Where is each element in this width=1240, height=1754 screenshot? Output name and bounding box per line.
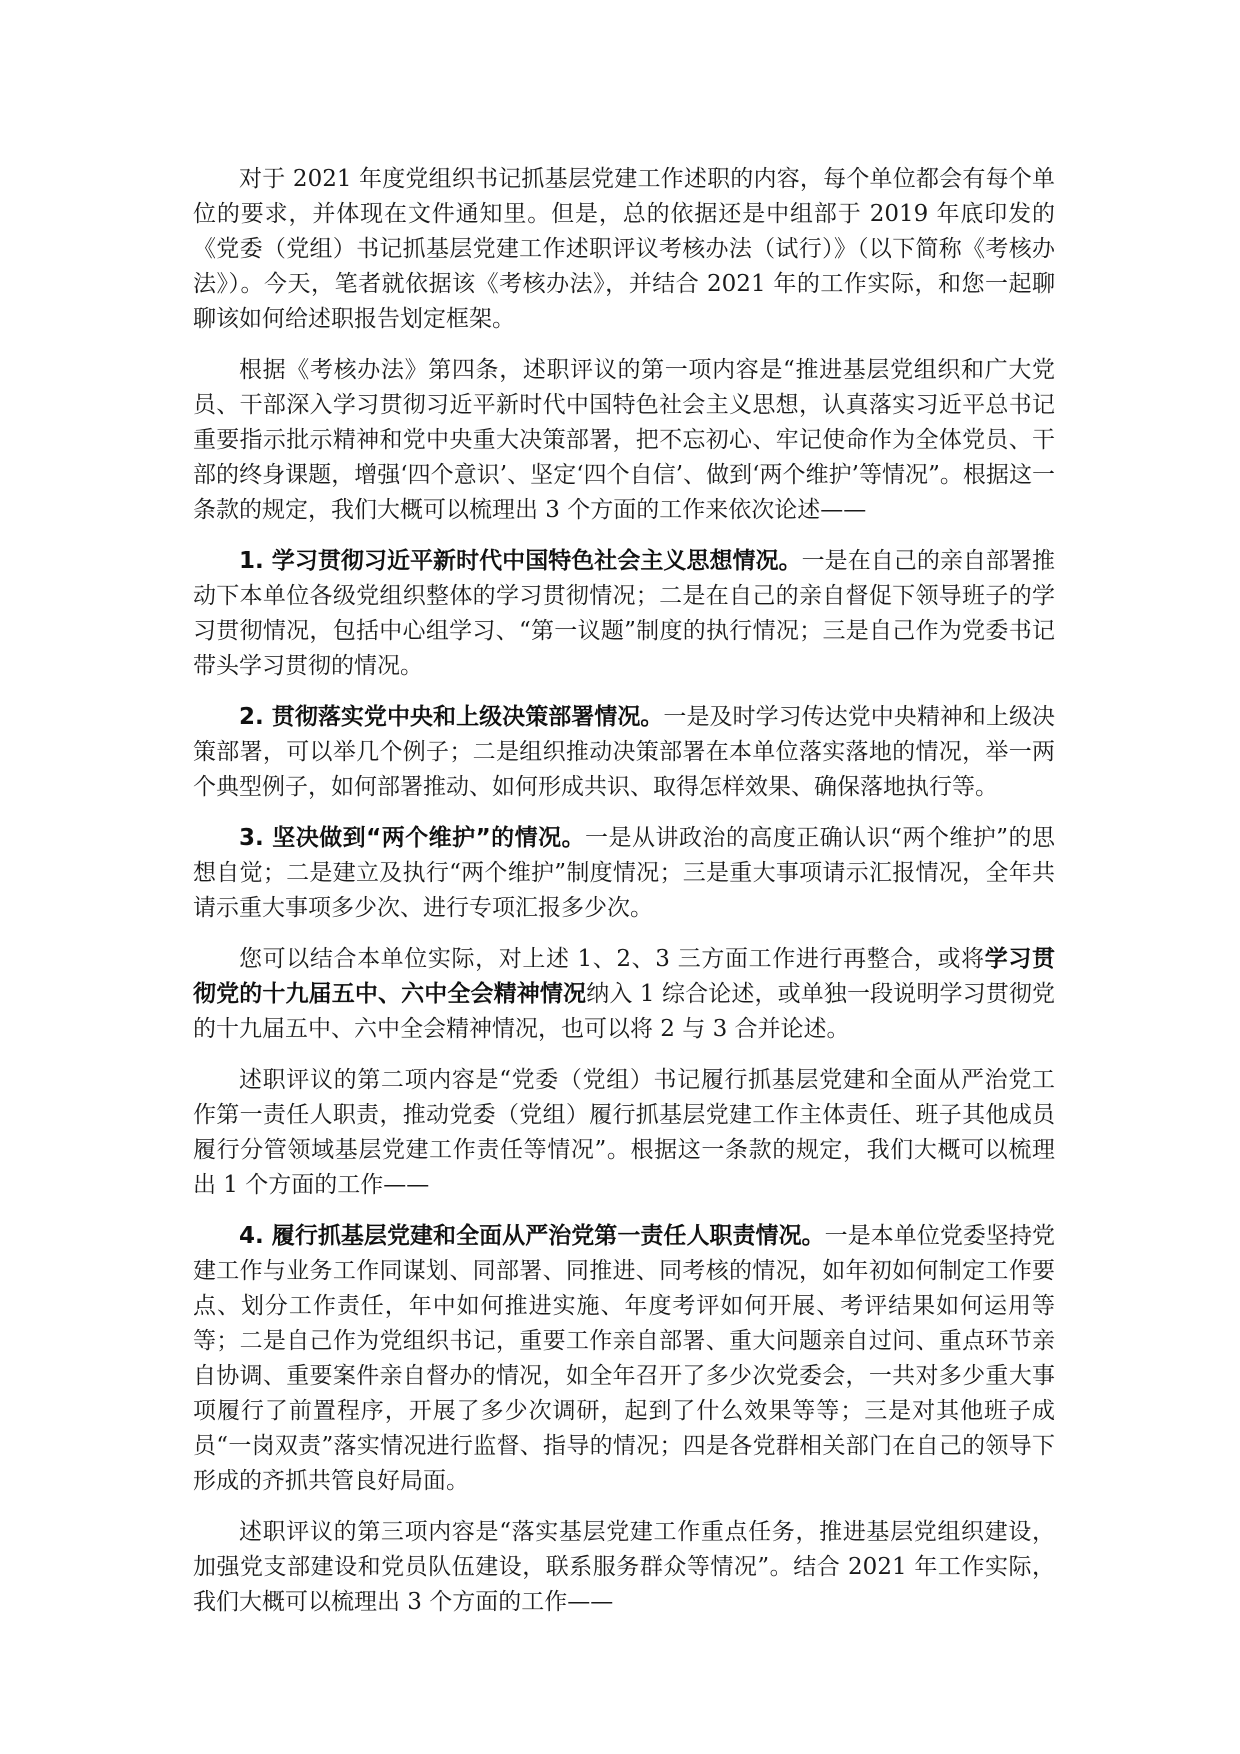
document-page bbox=[193, 162, 1055, 1636]
text-run: 一是从讲政治的高度正确认识“两个维护”的思想自觉；二是建立及执行“两个维护”制度情况；三是重大事项请示汇报情况，全年共请示重大事项多少次、进行专项汇报多少次。 bbox=[193, 825, 1055, 921]
text-run: 述职评议的第三项内容是“落实基层党建工作重点任务，推进基层党组织建设，加强党支部建设和党员队伍建设，联系服务群众等情况”。结合 2021 年工作实际，我们大概可以梳理出 3 个方面的工作—— bbox=[193, 1519, 1055, 1615]
text-run: 一是在自己的亲自部署推动下本单位各级党组织整体的学习贯彻情况；二是在自己的亲自督促下领导班子的学习贯彻情况，包括中心组学习、“第一议题”制度的执行情况；三是自己作为党委书记带头学习贯彻的情况。 bbox=[193, 548, 1056, 679]
point-heading: 1. 学习贯彻习近平新时代中国特色社会主义思想情况。 bbox=[239, 548, 802, 574]
paragraph-item-three-basis bbox=[193, 1515, 1055, 1620]
text-run: 对于 2021 年度党组织书记抓基层党建工作述职的内容，每个单位都会有每个单位的要求，并体现在文件通知里。但是，总的依据还是中组部于 2019 年底印发的《党委（党组）书记抓基层党建工作述职评议考核办法（试行）》（以下简称《考核办法》）。今天，笔者就依据该《考核办法》，并结合 2021 年的工作实际，和您一起聊聊该如何给述职报告划定框架。 bbox=[193, 166, 1055, 332]
text-run: 您可以结合本单位实际，对上述 1、2、3 三方面工作进行再整合，或将 bbox=[239, 946, 985, 972]
paragraph-point-4 bbox=[193, 1219, 1055, 1499]
point-heading: 4. 履行抓基层党建和全面从严治党第一责任人职责情况。 bbox=[239, 1223, 825, 1249]
text-run: 一是本单位党委坚持党建工作与业务工作同谋划、同部署、同推进、同考核的情况，如年初如何制定工作要点、划分工作责任，年中如何推进实施、年度考评如何开展、考评结果如何运用等等；二是自己作为党组织书记，重要工作亲自部署、重大问题亲自过问、重点环节亲自协调、重要案件亲自督办的情况，如全年召开了多少次党委会，一共对多少重大事项履行了前置程序，开展了多少次调研，起到了什么效果等等；三是对其他班子成员“一岗双责”落实情况进行监督、指导的情况；四是各党群相关部门在自己的领导下形成的齐抓共管良好局面。 bbox=[193, 1223, 1056, 1494]
text-run: 一是及时学习传达党中央精神和上级决策部署，可以举几个例子；二是组织推动决策部署在本单位落实落地的情况，举一两个典型例子，如何部署推动、如何形成共识、取得怎样效果、确保落地执行等。 bbox=[193, 704, 1056, 800]
paragraph-item-one-basis bbox=[193, 353, 1055, 528]
point-heading: 3. 坚决做到“两个维护”的情况。 bbox=[239, 825, 586, 851]
text-run: 述职评议的第二项内容是“党委（党组）书记履行抓基层党建和全面从严治党工作第一责任人职责，推动党委（党组）履行抓基层党建工作主体责任、班子其他成员履行分管领域基层党建工作责任等情况”。根据这一条款的规定，我们大概可以梳理出 1 个方面的工作—— bbox=[193, 1067, 1055, 1198]
point-heading: 2. 贯彻落实党中央和上级决策部署情况。 bbox=[239, 704, 664, 730]
paragraph-point-1 bbox=[193, 544, 1055, 684]
text-run: 根据《考核办法》第四条，述职评议的第一项内容是“推进基层党组织和广大党员、干部深入学习贯彻习近平新时代中国特色社会主义思想，认真落实习近平总书记重要指示批示精神和党中央重大决策部署，把不忘初心、牢记使命作为全体党员、干部的终身课题，增强‘四个意识’、坚定‘四个自信’、做到‘两个维护’等情况”。根据这一条款的规定，我们大概可以梳理出 3 个方面的工作来依次论述—— bbox=[193, 357, 1055, 523]
bold-emphasis: 学习贯彻党的十九届五中、六中全会精神情况 bbox=[193, 946, 1055, 1007]
paragraph-point-2 bbox=[193, 700, 1055, 805]
text-run: 纳入 1 综合论述，或单独一段说明学习贯彻党的十九届五中、六中全会精神情况，也可以将 2 与 3 合并论述。 bbox=[193, 981, 1056, 1042]
paragraph-intro bbox=[193, 162, 1055, 337]
paragraph-integration-note bbox=[193, 942, 1055, 1047]
paragraph-item-two-basis bbox=[193, 1063, 1055, 1203]
paragraph-point-3 bbox=[193, 821, 1055, 926]
